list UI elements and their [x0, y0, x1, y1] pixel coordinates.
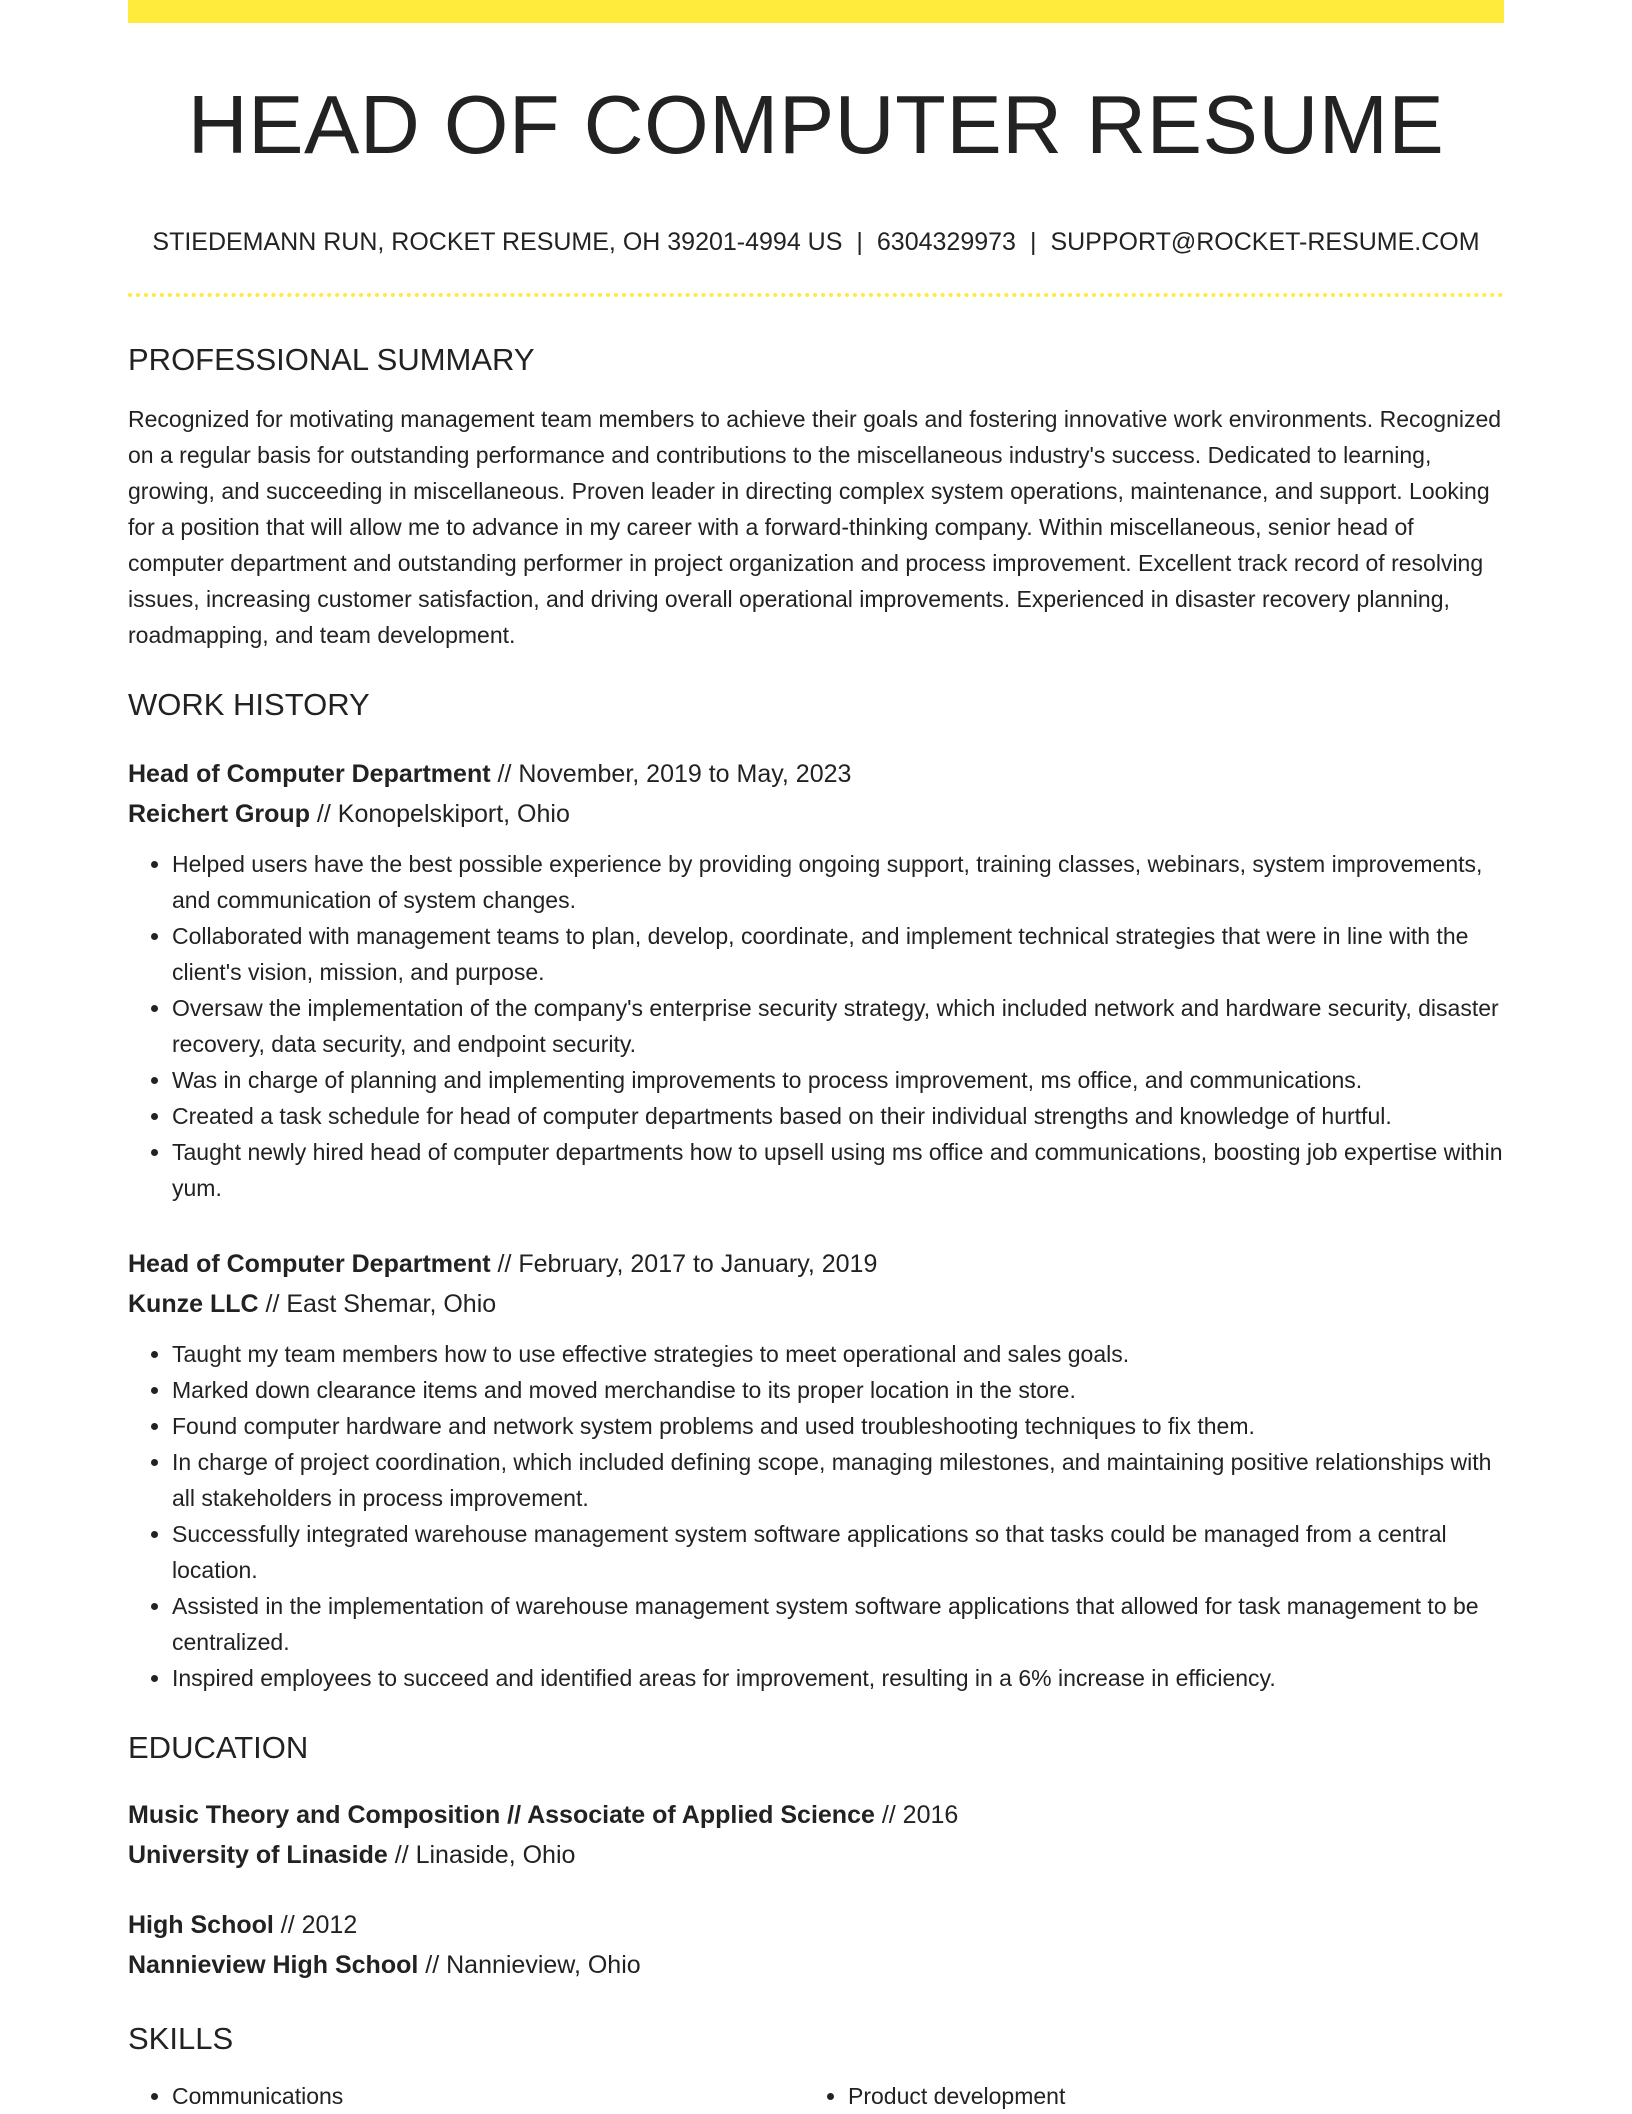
degree-line	[128, 1795, 1504, 1835]
job-title: Head of Computer Department	[128, 760, 491, 788]
degree-year: // 2016	[874, 1801, 959, 1829]
job-bullet: • Taught my team members how to use effective strategies to meet operational and sales goals.	[172, 1336, 1504, 1372]
job-title-line	[128, 754, 1504, 794]
education-heading: EDUCATION	[128, 1730, 309, 1765]
contact-line	[128, 230, 1504, 255]
skills-list	[128, 2078, 1504, 2114]
accent-top-bar	[128, 0, 1504, 23]
contact-address: STIEDEMANN RUN, ROCKET RESUME, OH 39201-4994 US	[152, 228, 843, 256]
skills-column-right	[804, 2078, 1480, 2114]
skill-item: • Communications	[172, 2078, 804, 2114]
contact-separator: |	[856, 228, 863, 256]
school-line	[128, 1835, 1504, 1875]
education-entry	[128, 1905, 1504, 1985]
job-bullet: • Helped users have the best possible experience by providing ongoing support, training classes, webinars, system improvements, and communication of system changes.	[172, 846, 1504, 918]
job-bullet: • Assisted in the implementation of warehouse management system software applications that allowed for task management to be centralized.	[172, 1588, 1504, 1660]
job-bullet: • Oversaw the implementation of the company's enterprise security strategy, which included network and hardware security, disaster recovery, data security, and endpoint security.	[172, 990, 1504, 1062]
job-bullet: • Created a task schedule for head of computer departments based on their individual strengths and knowledge of hurtful.	[172, 1098, 1504, 1134]
job-company: Kunze LLC	[128, 1290, 259, 1318]
skills-column-left	[128, 2078, 804, 2114]
job-location: // Konopelskiport, Ohio	[309, 800, 570, 828]
resume-title: HEAD OF COMPUTER RESUME	[187, 78, 1445, 171]
job-bullet: • Taught newly hired head of computer departments how to upsell using ms office and communications, boosting job expertise within yum.	[172, 1134, 1504, 1206]
job-title: Head of Computer Department	[128, 1250, 491, 1278]
school-location: // Nannieview, Ohio	[418, 1951, 641, 1979]
school: University of Linaside	[128, 1841, 388, 1869]
skill-item: • Product development	[848, 2078, 1480, 2114]
school-line	[128, 1945, 1504, 1985]
summary-text: Recognized for motivating management team members to achieve their goals and fostering innovative work environments. Recognized on a regular basis for outstanding performance and contributions to the miscellaneous industry's success. Dedicated to learning, growing, and succeeding in miscellaneous. Proven leader in directing complex system operations, maintenance, and support. Looking for a position that will allow me to advance in my career with a forward-thinking company. Within miscellaneous, senior head of computer department and outstanding performer in project organization and process improvement. Excellent track record of resolving issues, increasing customer satisfaction, and driving overall operational improvements. Experienced in disaster recovery planning, roadmapping, and team development.	[128, 406, 1502, 648]
contact-phone: 6304329973	[876, 228, 1016, 256]
job-company: Reichert Group	[128, 800, 310, 828]
job-dates: // February, 2017 to January, 2019	[490, 1250, 878, 1278]
contact-email: SUPPORT@ROCKET-RESUME.COM	[1050, 228, 1480, 256]
job-location: // East Shemar, Ohio	[258, 1290, 497, 1318]
job-bullet: • In charge of project coordination, which included defining scope, managing milestones, and maintaining positive relationships with all stakeholders in process improvement.	[172, 1444, 1504, 1516]
skills-heading: SKILLS	[128, 2021, 234, 2056]
job-dates: // November, 2019 to May, 2023	[490, 760, 852, 788]
job-bullet: • Found computer hardware and network system problems and used troubleshooting techniques to fix them.	[172, 1408, 1504, 1444]
dotted-divider	[128, 293, 1504, 297]
job-bullet: • Inspired employees to succeed and identified areas for improvement, resulting in a 6% increase in efficiency.	[172, 1660, 1504, 1696]
degree-year: // 2012	[273, 1911, 358, 1939]
job-bullets	[128, 1336, 1504, 1696]
job-bullets	[128, 846, 1504, 1206]
job-bullet: • Collaborated with management teams to plan, develop, coordinate, and implement technical strategies that were in line with the client's vision, mission, and purpose.	[172, 918, 1504, 990]
degree-line	[128, 1905, 1504, 1945]
school-location: // Linaside, Ohio	[387, 1841, 576, 1869]
job-bullet: • Successfully integrated warehouse management system software applications so that tasks could be managed from a central location.	[172, 1516, 1504, 1588]
work-history-heading: WORK HISTORY	[128, 687, 370, 722]
job-bullet: • Marked down clearance items and moved merchandise to its proper location in the store.	[172, 1372, 1504, 1408]
job-bullet: • Was in charge of planning and implementing improvements to process improvement, ms office, and communications.	[172, 1062, 1504, 1098]
job-entry	[128, 754, 1504, 1206]
contact-separator: |	[1029, 228, 1037, 256]
job-company-line	[128, 794, 1504, 834]
job-company-line	[128, 1284, 1504, 1324]
resume-page	[128, 0, 1504, 2114]
job-title-line	[128, 1244, 1504, 1284]
job-entry	[128, 1244, 1504, 1696]
education-entry	[128, 1795, 1504, 1875]
degree: High School	[128, 1911, 274, 1939]
summary-heading: PROFESSIONAL SUMMARY	[128, 342, 535, 377]
school: Nannieview High School	[128, 1951, 419, 1979]
degree: Music Theory and Composition // Associate of Applied Science	[128, 1801, 875, 1829]
